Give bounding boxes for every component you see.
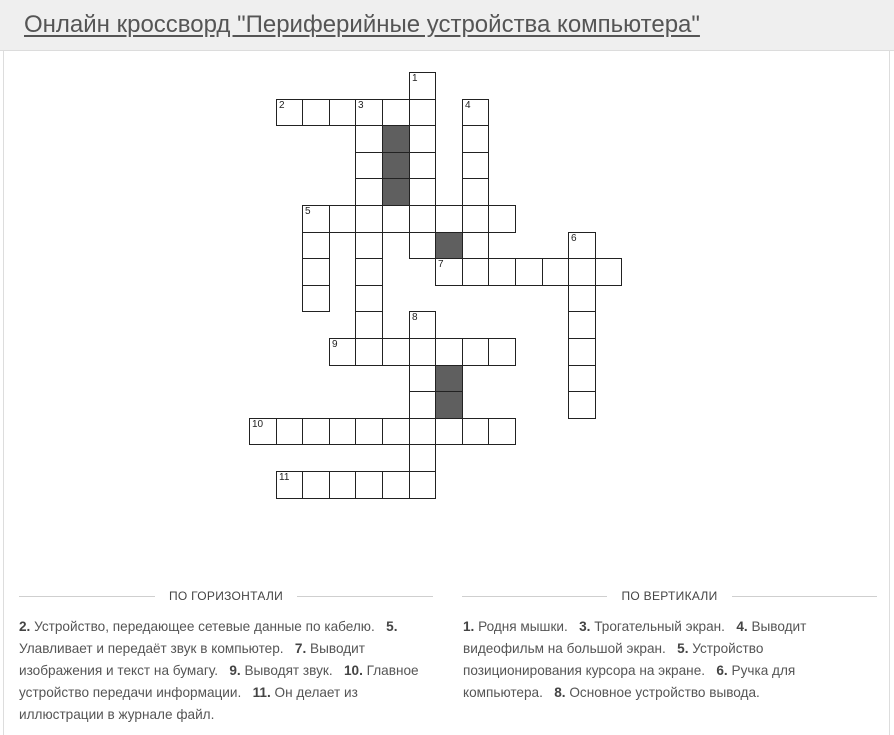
crossword-cell[interactable] [462,258,489,286]
crossword-cell[interactable] [568,258,596,286]
crossword-cell[interactable] [329,205,356,233]
page-title[interactable]: Онлайн кроссворд "Периферийные устройства компьютера" [24,11,700,38]
crossword-cell[interactable] [382,99,410,126]
crossword-cell[interactable] [568,338,596,366]
crossword-cell[interactable] [302,205,330,233]
crossword-cell[interactable] [355,471,383,499]
crossword-cell[interactable] [249,418,277,445]
crossword-cell[interactable] [355,125,383,153]
crossword-cell[interactable] [462,99,489,126]
crossword-cell[interactable] [409,72,436,100]
crossword-cell[interactable] [435,418,463,445]
clue-number: 4 [465,100,471,111]
crossword-cell[interactable] [355,178,383,206]
crossword-cell[interactable] [568,365,596,392]
filled-cell [382,152,410,179]
crossword-cell[interactable] [355,152,383,179]
clue-text: Выводит видеофильм на большой экран. [463,619,807,656]
clue-number: 3 [358,100,364,111]
crossword-cell[interactable] [409,99,436,126]
clue-number: 5. [677,641,689,656]
crossword-cell[interactable] [462,418,489,445]
crossword-cell[interactable] [355,311,383,339]
clue-text: Выводят звук. [244,663,333,678]
crossword-cell[interactable] [355,338,383,366]
down-clues-header [462,589,877,603]
clue-number: 4. [736,619,748,634]
crossword-cell[interactable] [409,338,436,366]
crossword-cell[interactable] [276,471,303,499]
crossword-cell[interactable] [568,391,596,419]
crossword-cell[interactable] [355,99,383,126]
clue-number: 11. [252,685,271,700]
clue-text: Трогательный экран. [594,619,725,634]
crossword-cell[interactable] [329,99,356,126]
clue-text: Улавливает и передаёт звук в компьютер. [19,641,284,656]
crossword-cell[interactable] [568,311,596,339]
crossword-cell[interactable] [435,338,463,366]
across-clue[interactable] [19,619,375,634]
clue-text: Главное устройство передачи информации. [19,663,419,700]
crossword-cell[interactable] [488,258,516,286]
crossword-cell[interactable] [355,205,383,233]
filled-cell [435,365,463,392]
across-clues-header [19,589,433,603]
clue-number: 2 [279,100,285,111]
clue-number: 2. [19,619,31,634]
divider-line [19,596,155,597]
clue-text: Родня мышки. [478,619,568,634]
crossword-cell[interactable] [462,178,489,206]
crossword-cell[interactable] [409,311,436,339]
clue-number: 9. [229,663,241,678]
clue-number: 10 [252,419,264,430]
crossword-cell[interactable] [302,471,330,499]
crossword-cell[interactable] [382,338,410,366]
crossword-cell[interactable] [355,232,383,259]
crossword-cell[interactable] [435,205,463,233]
clue-number: 6 [571,233,577,244]
crossword-cell[interactable] [435,258,463,286]
crossword-cell[interactable] [276,418,303,445]
crossword-cell[interactable] [329,338,356,366]
clue-text: Устройство позиционирования курсора на экране. [463,641,764,678]
clue-text: Выводит изображения и текст на бумагу. [19,641,365,678]
across-heading: ПО ГОРИЗОНТАЛИ [168,589,284,603]
crossword-cell[interactable] [488,205,516,233]
crossword-cell[interactable] [276,99,303,126]
crossword-cell[interactable] [409,125,436,153]
crossword-cell[interactable] [462,205,489,233]
crossword-cell[interactable] [329,471,356,499]
filled-cell [382,125,410,153]
clue-number: 5. [386,619,398,634]
filled-cell [382,178,410,206]
clue-number: 11 [279,472,290,483]
crossword-cell[interactable] [462,232,489,259]
crossword-cell[interactable] [382,205,410,233]
crossword-cell[interactable] [382,418,410,445]
clue-text: Он делает из иллюстрации в журнале файл. [19,685,358,722]
crossword-cell[interactable] [542,258,569,286]
crossword-cell[interactable] [355,258,383,286]
down-clue[interactable] [554,685,760,700]
crossword-cell[interactable] [355,285,383,312]
crossword-cell[interactable] [302,285,330,312]
crossword-cell[interactable] [409,205,436,233]
crossword-cell[interactable] [409,391,436,419]
crossword-cell[interactable] [568,285,596,312]
filled-cell [435,232,463,259]
clue-number: 7. [294,641,307,656]
crossword-cell[interactable] [568,232,596,259]
clue-number: 8 [412,312,418,323]
crossword-cell[interactable] [409,178,436,206]
down-clues-list [463,616,835,704]
crossword-cell[interactable] [409,471,436,499]
filled-cell [435,391,463,419]
crossword-cell[interactable] [488,338,516,366]
crossword-cell[interactable] [302,99,330,126]
divider-line [732,596,877,597]
crossword-cell[interactable] [302,258,330,286]
crossword-cell[interactable] [488,418,516,445]
crossword-cell[interactable] [462,125,489,153]
crossword-cell[interactable] [302,418,330,445]
across-clue[interactable] [229,663,332,678]
clue-number: 6. [716,663,728,678]
clue-number: 1 [412,73,418,84]
clue-text: Ручка для компьютера. [463,663,796,700]
clue-number: 9 [332,339,338,350]
down-clue[interactable] [579,619,725,634]
clue-text: Основное устройство вывода. [569,685,760,700]
crossword-cell[interactable] [462,152,489,179]
crossword-cell[interactable] [462,338,489,366]
crossword-cell[interactable] [409,365,436,392]
across-clues-list [19,616,437,726]
crossword-cell[interactable] [302,232,330,259]
clue-number: 7 [438,259,444,270]
crossword-cell[interactable] [355,418,383,445]
divider-line [297,596,433,597]
divider-line [462,596,607,597]
crossword-cell[interactable] [515,258,543,286]
clue-number: 8. [554,685,566,700]
crossword-cell[interactable] [329,418,356,445]
down-clue[interactable] [463,619,568,634]
clue-number: 5 [305,206,311,217]
clue-number: 1. [463,619,475,634]
crossword-cell[interactable] [409,152,436,179]
clue-number: 3. [579,619,591,634]
crossword-cell[interactable] [409,232,436,259]
crossword-cell[interactable] [409,444,436,472]
clue-text: Устройство, передающее сетевые данные по кабелю. [34,619,375,634]
crossword-cell[interactable] [382,471,410,499]
down-heading: ПО ВЕРТИКАЛИ [621,589,718,603]
clue-number: 10. [343,663,363,678]
crossword-cell[interactable] [409,418,436,445]
crossword-cell[interactable] [595,258,622,286]
